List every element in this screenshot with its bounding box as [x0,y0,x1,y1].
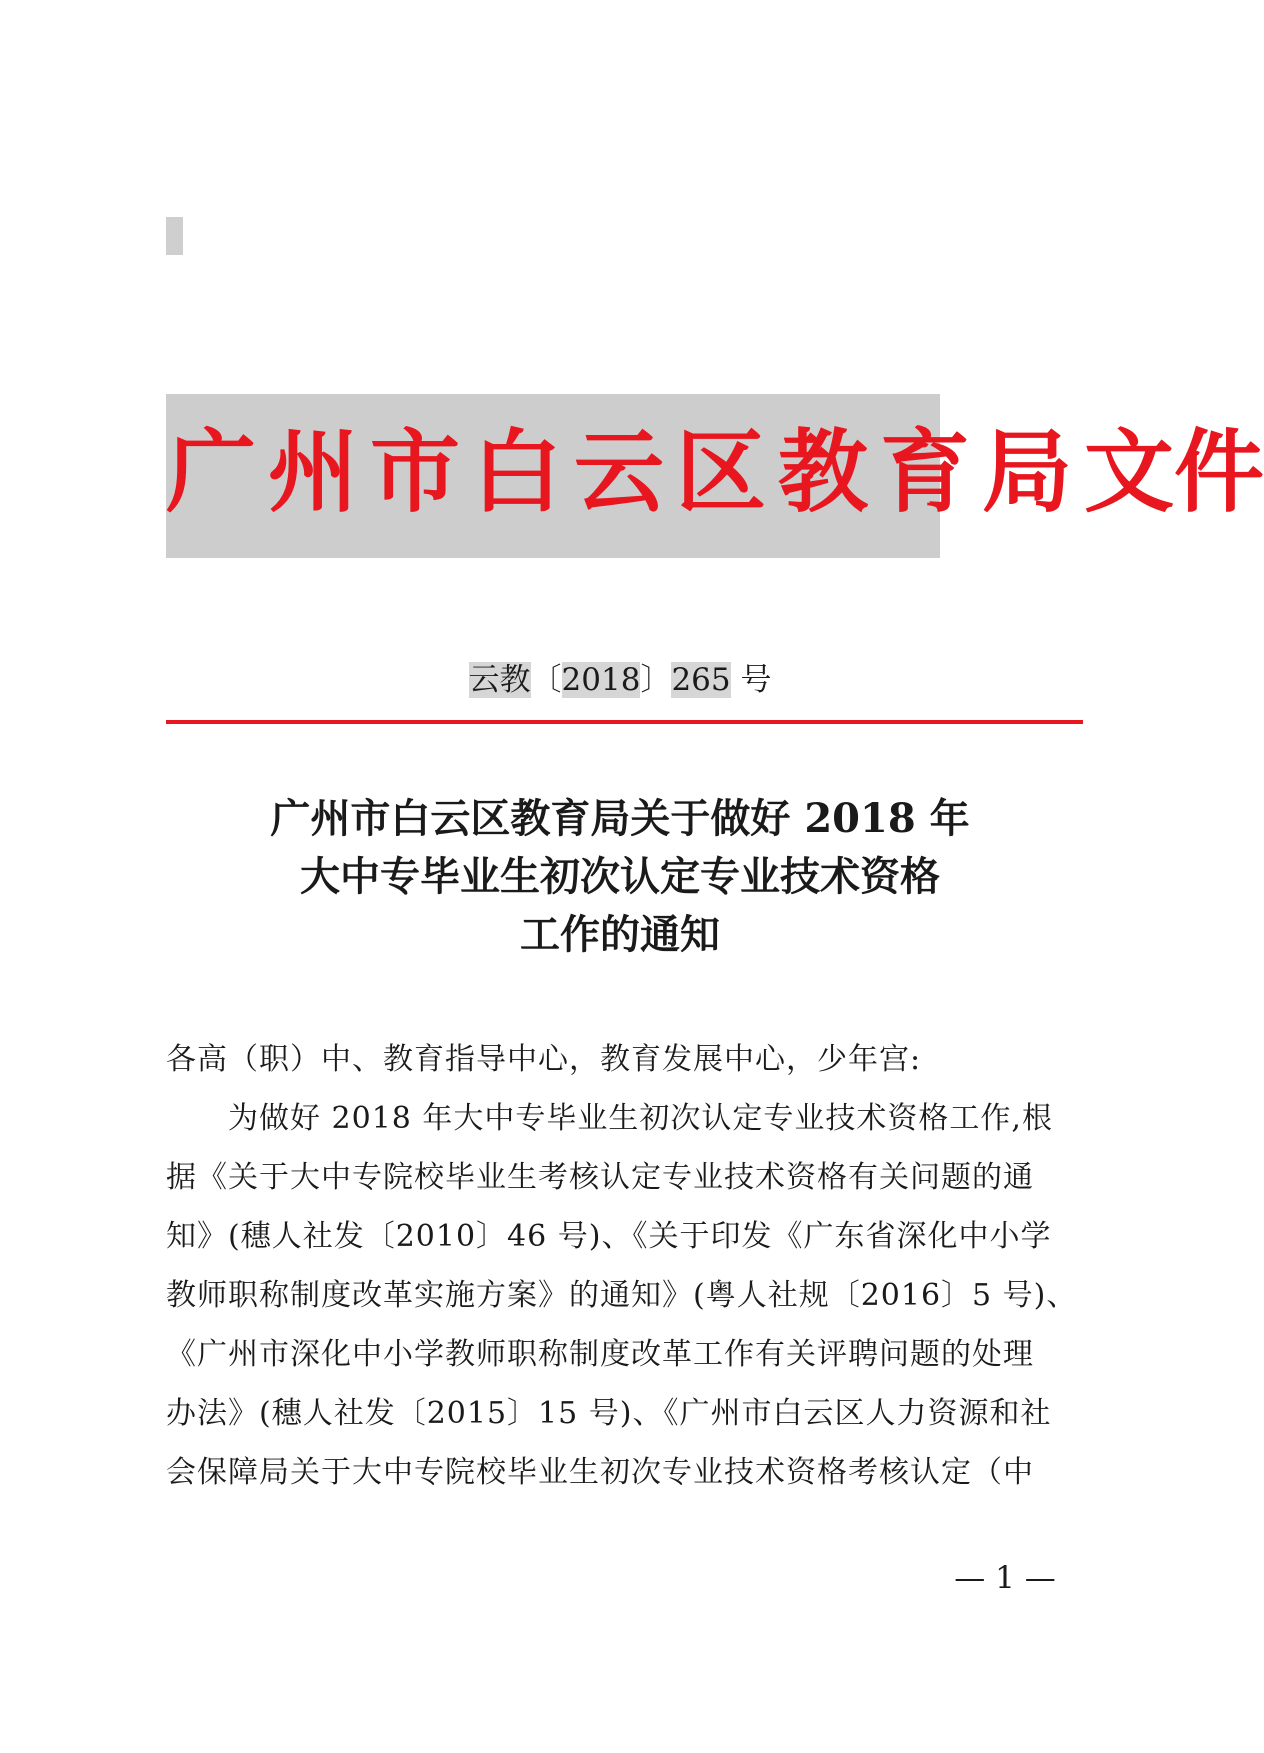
body-line: 据《关于大中专院校毕业生考核认定专业技术资格有关问题的通 [166,1160,1034,1195]
document-word: 文件 [1084,420,1264,525]
doc-number-year: 2018 [561,662,641,698]
document-header [166,403,1264,543]
body-line: 《广州市深化中小学教师职称制度改革工作有关评聘问题的处理 [166,1337,1034,1372]
body-line: 办法》(穗人社发〔2015〕15 号)、《广州市白云区人力资源和社 [166,1396,1052,1431]
notice-body [166,1030,1086,1502]
body-line: 知》(穗人社发〔2010〕46 号)、《关于印发《广东省深化中小学 [166,1219,1052,1254]
issuer-name: 广州市白云区教育局 [166,420,1084,525]
doc-number-bracket-open: 〔 [530,662,562,698]
document-number [0,655,1240,705]
page-number: — 1 — [954,1560,1056,1596]
gray-margin-mark [166,217,183,255]
body-line: 教师职称制度改革实施方案》的通知》(粤人社规〔2016〕5 号)、 [166,1278,1078,1313]
doc-number-prefix: 云教 [468,662,531,698]
notice-title-line: 广州市白云区教育局关于做好 2018 年 [270,795,970,842]
notice-title-line: 大中专毕业生初次认定专业技术资格 [300,853,940,900]
doc-number-bracket-close: 〕 [640,662,672,698]
doc-number-suffix: 号 [730,662,772,698]
notice-title-line: 工作的通知 [520,911,720,958]
notice-title [0,790,1240,964]
body-line: 为做好 2018 年大中专毕业生初次认定专业技术资格工作,根 [228,1101,1053,1136]
doc-number-value: 265 [671,662,731,698]
body-line: 会保障局关于大中专院校毕业生初次专业技术资格考核认定（中 [166,1455,1034,1490]
red-divider-line [166,720,1083,724]
salutation: 各高（职）中、教育指导中心，教育发展中心，少年宫: [166,1042,922,1077]
